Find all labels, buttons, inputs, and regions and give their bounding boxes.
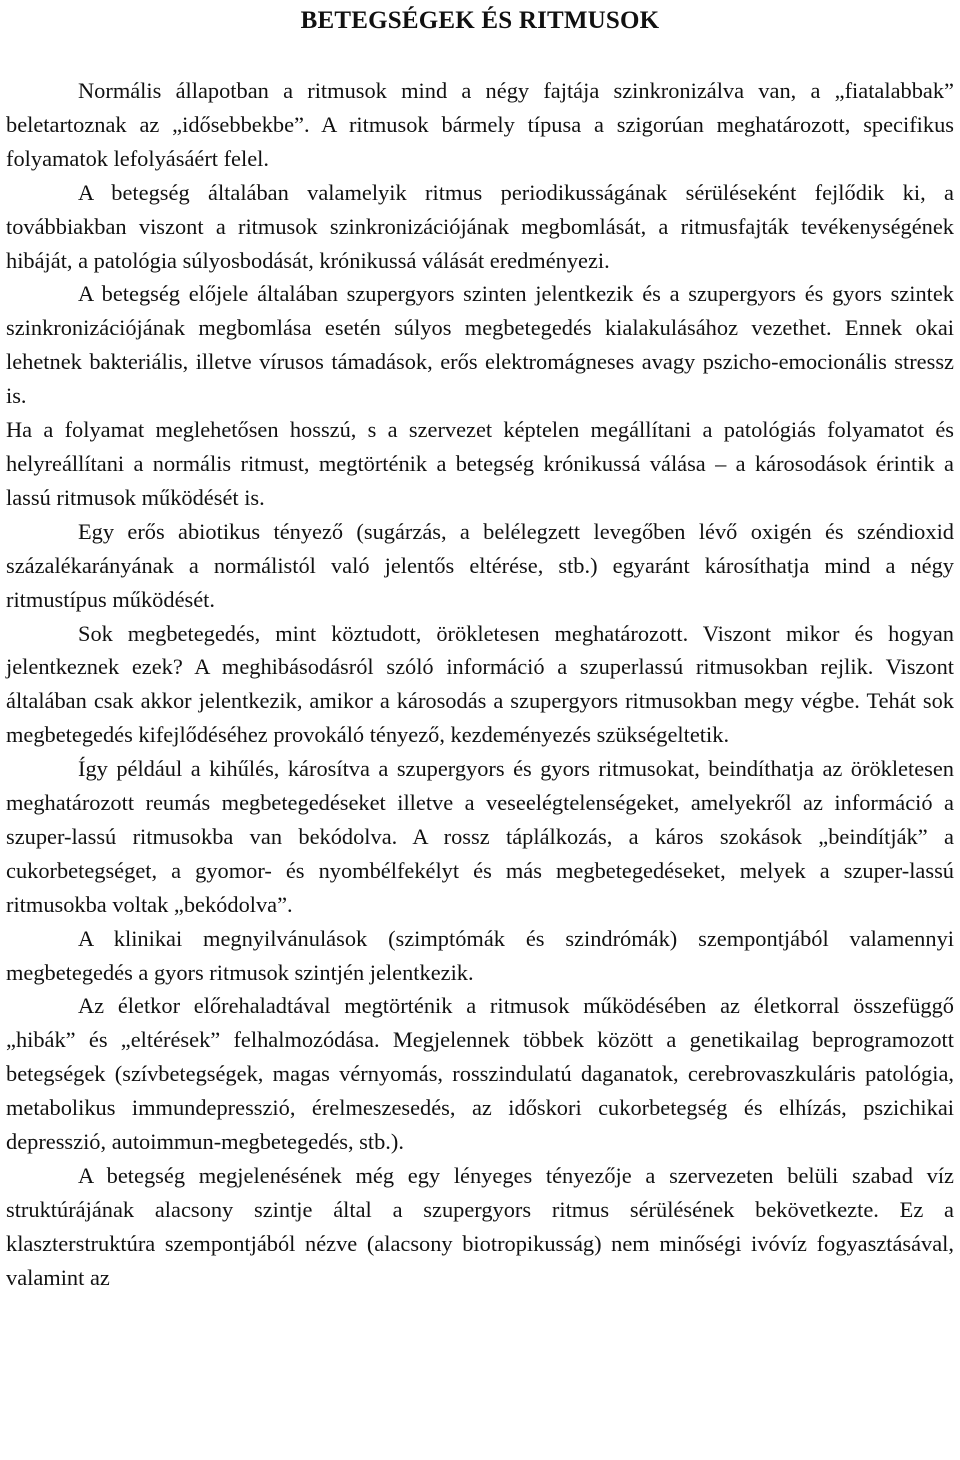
paragraph-7: Így például a kihűlés, károsítva a szupergyors és gyors ritmusokat, beindíthatja az örökletesen meghatározott reumás megbetegedéseket illetve a veseelégtelenségeket, amelyekről az információ a szuper-lassú ritmusokba van bekódolva. A rossz táplálkozás, a káros szokások „beindítják” a cukorbetegséget, a gyomor- és nyombélfekélyt és más megbetegedéseket, melyek a szuper-lassú ritmusokba voltak „bekódolva”.: [6, 756, 954, 917]
paragraph-6: Sok megbetegedés, mint köztudott, örökletesen meghatározott. Viszont mikor és hogyan jelentkeznek ezek? A meghibásodásról szóló információ a szuperlassú ritmusokban rejlik. Viszont általában csak akkor jelentkezik, amikor a károsodás a szupergyors ritmusokban megy végbe. Tehát sok megbetegedés kifejlődéséhez provokáló tényező, kezdeményezés szükségeltetik.: [6, 620, 954, 748]
paragraph-9: Az életkor előrehaladtával megtörténik a ritmusok működésében az életkorral összefüggő „hibák” és „eltérések” felhalmozódása. Megjelennek többek között a genetikailag beprogramozott betegségek (szívbetegségek, magas vérnyomás, rosszindulatú daganatok, cerebrovaszkuláris patológia, metabolikus immundepresszió, érelmeszesedés, az időskori cukorbetegség és elhízás, pszichikai depresszió, autoimmun-megbetegedés, stb.).: [6, 993, 954, 1155]
paragraph-4: Ha a folyamat meglehetősen hosszú, s a szervezet képtelen megállítani a patológiás folyamatot és helyreállítani a normális ritmust, megtörténik a betegség krónikussá válása – a károsodások érintik a lassú ritmusok működését is.: [6, 417, 954, 510]
document-page: [6, 4, 954, 1295]
paragraph-10: A betegség megjelenésének még egy lényeges tényezője a szervezeten belüli szabad víz struktúrájának alacsony szintje által a szupergyors ritmus sérülésének bekövetkezte. Ez a klaszterstruktúra szempontjából nézve (alacsony biotropikusság) nem minőségi ivóvíz fogyasztásával, valamint az: [6, 1163, 954, 1290]
paragraph-2: A betegség általában valamelyik ritmus periodikusságának sérüléseként fejlődik ki, a továbbiakban viszont a ritmusok szinkronizációjának megbomlását, a ritmusfajták tevékenységének hibáját, a patológia súlyosbodását, krónikussá válását eredményezi.: [6, 179, 954, 273]
document-title: BETEGSÉGEK ÉS RITMUSOK: [300, 7, 660, 34]
paragraph-1: Normális állapotban a ritmusok mind a négy fajtája szinkronizálva van, a „fiatalabbak” beletartoznak az „idősebbekbe”. A ritmusok bármely típusa a szigorúan meghatározott, specifikus folyamatok lefolyásáért felel.: [6, 78, 954, 171]
title-spacing: [6, 38, 954, 74]
paragraph-3: A betegség előjele általában szupergyors szinten jelentkezik és a szupergyors és gyors szintek szinkronizációjának megbomlása esetén súlyos megbetegedés kialakulásához vezethet. Ennek okai lehetnek bakteriális, illetve vírusos támadások, erős elektromágneses avagy pszicho-emocionális stressz is.: [6, 281, 954, 409]
paragraph-5: Egy erős abiotikus tényező (sugárzás, a belélegzett levegőben lévő oxigén és széndioxid százalékarányának a normálistól való jelentős eltérése, stb.) egyaránt károsíthatja mind a négy ritmustípus működését.: [6, 518, 954, 612]
paragraph-8: A klinikai megnyilvánulások (szimptómák és szindrómák) szempontjából valamennyi megbetegedés a gyors ritmusok szintjén jelentkezik.: [6, 925, 954, 985]
